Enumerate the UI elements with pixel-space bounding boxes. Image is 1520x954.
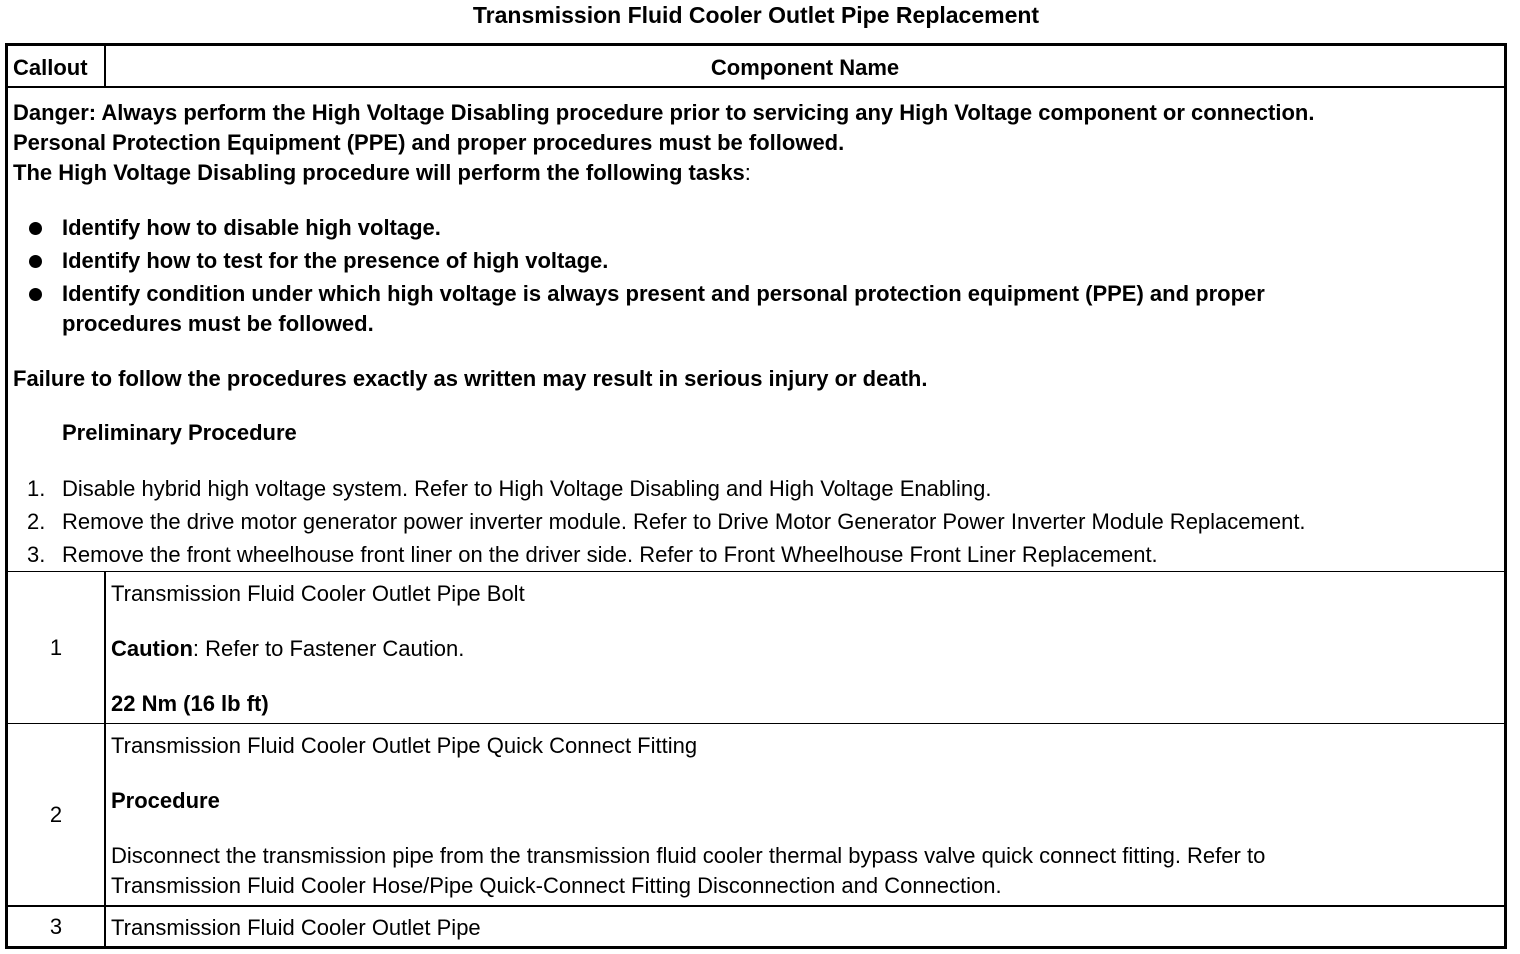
caution-note (111, 636, 464, 662)
danger-line-3-text: The High Voltage Disabling procedure will perform the following tasks (13, 160, 745, 185)
danger-line-3 (13, 160, 751, 186)
procedure-label: Procedure (111, 788, 220, 813)
component-name: Transmission Fluid Cooler Outlet Pipe (111, 915, 481, 940)
callout-number: 3 (49, 913, 63, 939)
callout-column-header: Callout (13, 55, 88, 80)
step-number-2: 2. (27, 509, 46, 534)
danger-line-1: Danger: Always perform the High Voltage Disabling procedure prior to servicing any High Voltage component or connection. (13, 100, 1315, 125)
danger-line-3-colon: : (744, 160, 751, 185)
failure-warning: Failure to follow the procedures exactly as written may result in serious injury or death. (13, 366, 928, 391)
step-text-3: Remove the front wheelhouse front liner on the driver side. Refer to Front Wheelhouse Front Liner Replacement. (62, 542, 1158, 567)
preliminary-procedure-heading: Preliminary Procedure (62, 420, 297, 445)
table-row (8, 572, 1504, 724)
procedure-text-line-1: Disconnect the transmission pipe from the transmission fluid cooler thermal bypass valve quick connect fitting. Refer to (111, 843, 1266, 868)
bullet-dot-icon (29, 222, 42, 235)
component-name: Transmission Fluid Cooler Outlet Pipe Bolt (111, 581, 525, 606)
procedure-table (5, 43, 1507, 949)
component-name-column-header: Component Name (104, 46, 1504, 86)
bullet-dot-icon (29, 288, 42, 301)
step-text-2: Remove the drive motor generator power inverter module. Refer to Drive Motor Generator Power Inverter Module Replacement. (62, 509, 1306, 534)
component-cell (104, 572, 1504, 723)
caution-label: Caution (111, 636, 193, 661)
task-bullet-3: Identify condition under which high voltage is always present and personal protection equipment (PPE) and proper (62, 281, 1265, 306)
step-text-1: Disable hybrid high voltage system. Refer to High Voltage Disabling and High Voltage Enabling. (62, 476, 992, 501)
callout-number: 2 (49, 801, 63, 827)
callout-number: 1 (49, 634, 63, 660)
component-cell (104, 907, 1504, 946)
table-row (8, 724, 1504, 907)
task-bullet-3-continued: procedures must be followed. (62, 311, 374, 336)
step-number-1: 1. (27, 476, 46, 501)
caution-text: : Refer to Fastener Caution. (192, 636, 465, 661)
torque-spec: 22 Nm (16 lb ft) (111, 691, 269, 716)
table-header-row (8, 46, 1504, 88)
danger-notice-block (8, 88, 1504, 572)
procedure-text-line-2: Transmission Fluid Cooler Hose/Pipe Quick-Connect Fitting Disconnection and Connection. (111, 873, 1002, 898)
table-row (8, 907, 1504, 946)
step-number-3: 3. (27, 542, 46, 567)
component-name: Transmission Fluid Cooler Outlet Pipe Quick Connect Fitting (111, 733, 698, 758)
danger-line-2: Personal Protection Equipment (PPE) and proper procedures must be followed. (13, 130, 845, 155)
component-cell (104, 724, 1504, 905)
task-bullet-2: Identify how to test for the presence of high voltage. (62, 248, 609, 273)
page-title: Transmission Fluid Cooler Outlet Pipe Replacement (472, 2, 1040, 28)
task-bullet-1: Identify how to disable high voltage. (62, 215, 441, 240)
bullet-dot-icon (29, 255, 42, 268)
